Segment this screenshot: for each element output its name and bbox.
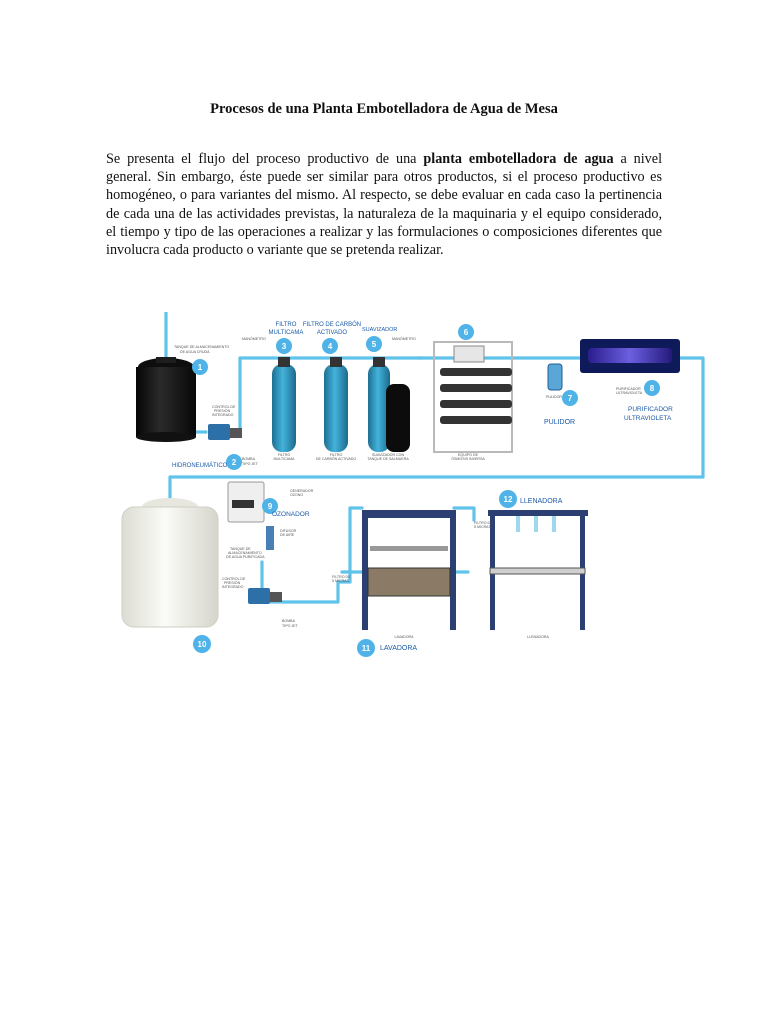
small-label-bomba-2: TIPO JET: [242, 462, 258, 466]
intro-paragraph: [106, 150, 662, 259]
step-number: 12: [503, 495, 513, 504]
small-label-manometro: MANÓMETRO: [242, 337, 266, 341]
small-label-filtro5-b-1: FILTRO DE: [474, 521, 493, 525]
polishing-filter: [548, 364, 562, 390]
uv-purifier: [580, 339, 680, 373]
step-badge-1: [192, 359, 208, 375]
small-label-purificador-2: ULTRAVIOLETA: [616, 391, 643, 395]
water-bottling-process-diagram: [118, 312, 712, 662]
step-badge-11: [357, 639, 375, 657]
small-label-manometro-2: MANÓMETRO: [392, 337, 416, 341]
small-label-osmosis-1: EQUIPO DE: [458, 453, 478, 457]
small-label-filtro5-b-2: 5 MICRAS: [474, 525, 491, 529]
small-label-carbon-2: DE CARBÓN ACTIVADO: [315, 457, 357, 461]
small-label-difusor-2: DE AIRE: [280, 533, 295, 537]
small-label-control-2: PRESIÓN: [214, 409, 231, 413]
bottle-washer: [362, 510, 456, 630]
raw-water-tank: [136, 357, 196, 442]
intro-text-start: Se presenta el flujo del proceso productivo de una: [106, 151, 424, 167]
small-label-control-b-1: CONTROL DE: [222, 577, 246, 581]
small-label-tanque-purificada-2: ALMACENAMIENTO: [228, 551, 262, 555]
small-label-generador-2: OZONO: [290, 493, 304, 497]
small-label-tanque-2: DE AGUA CRUDA: [180, 350, 210, 354]
label-filtro-multicama-1: FILTRO: [275, 322, 297, 328]
label-filtro-carbon-1: FILTRO DE CARBÓN: [302, 322, 362, 328]
ozone-generator: [228, 482, 274, 550]
step-number: 3: [281, 342, 287, 351]
small-label-osmosis-2: ÓSMOSIS INVERSA: [451, 457, 485, 461]
step-number: 10: [197, 640, 207, 649]
small-label-multicama-1: FILTRO: [277, 453, 291, 457]
bottle-filler: [488, 510, 588, 630]
step-badge-4: [322, 338, 338, 354]
water-softener: [368, 357, 410, 452]
small-label-generador-1: GENERADOR: [290, 489, 314, 493]
step-number: 2: [231, 458, 237, 467]
label-suavizador: SUAVIZADOR: [362, 327, 398, 333]
document-title: Procesos de una Planta Embotelladora de Agua de Mesa: [210, 101, 558, 117]
step-badge-10: [193, 635, 211, 653]
small-label-control-b-2: PRESIÓN: [224, 581, 241, 585]
step-badge-8: [644, 380, 660, 396]
label-llenadora: LLENADORA: [520, 498, 563, 505]
small-label-suavizador-2: TANQUE DE SALMUERA: [367, 457, 409, 461]
step-number: 6: [463, 328, 469, 337]
label-filtro-carbon-2: ACTIVADO: [316, 330, 348, 336]
label-lavadora: LAVADORA: [380, 645, 418, 652]
small-label-multicama-2: MULTICAMA: [273, 457, 295, 461]
label-purificador-2: ULTRAVIOLETA: [624, 415, 672, 422]
small-label-filtro5-2: 5 MICRAS: [332, 579, 349, 583]
small-label-control-b-3: INTEGRADO: [222, 585, 244, 589]
small-label-control-3: INTEGRADO: [212, 413, 234, 417]
step-number: 8: [649, 384, 655, 393]
small-label-control-1: CONTROL DE: [212, 405, 236, 409]
label-ozonador: OZONADOR: [272, 511, 310, 518]
small-label-pulidor: PULIDOR: [546, 395, 562, 399]
transfer-pump: [248, 588, 282, 604]
multimedia-filter: [272, 357, 296, 452]
label-filtro-multicama-2: MULTICAMA: [268, 330, 304, 336]
step-number: 1: [197, 363, 203, 372]
small-label-suavizador-1: SUAVIZADOR CON: [371, 453, 405, 457]
label-pulidor: PULIDOR: [544, 419, 576, 426]
small-label-tanque-purificada-1: TANQUE DE: [230, 547, 251, 551]
small-label-bomba-b-1: BOMBA: [282, 619, 295, 623]
step-number: 7: [567, 394, 573, 403]
step-number: 4: [327, 342, 333, 351]
step-badge-7: [562, 390, 578, 406]
hydropneumatic-pump: [208, 424, 242, 440]
step-badge-12: [499, 490, 517, 508]
step-badge-6: [458, 324, 474, 340]
small-label-lavadora: LAVADORA: [394, 635, 414, 639]
small-label-difusor-1: DIFUSOR: [280, 529, 297, 533]
step-number: 5: [371, 340, 377, 349]
small-label-purificador-1: PURIFICADOR: [616, 387, 641, 391]
step-badge-5: [366, 336, 382, 352]
step-badge-3: [276, 338, 292, 354]
step-number: 9: [267, 502, 273, 511]
small-label-tanque-purificada-3: DE AGUA PURIFICADA: [226, 555, 265, 559]
step-number: 11: [361, 644, 371, 653]
small-label-bomba-1: BOMBA: [242, 457, 255, 461]
small-label-tanque-1: TANQUE DE ALMACENAMIENTO: [174, 345, 230, 349]
intro-text-end: a nivel general. Sin embargo, éste puede ser similar para otros productos, si el proceso productivo es homogéneo, o para variantes del mismo. Al respecto, se debe evaluar en cada caso la pertinencia de cada una de las actividades previstas, la naturaleza de la maquinaria y el equipo considerado, el tiempo y tipo de las operaciones a realizar y las formulaciones o composiciones diferentes que involucra cada producto o variante que se pretenda realizar.: [106, 151, 663, 259]
small-label-llenadora: LLENADORA: [527, 635, 549, 639]
intro-text-bold: planta embotelladora de agua: [423, 151, 614, 167]
carbon-filter: [324, 357, 348, 452]
label-purificador-1: PURIFICADOR: [628, 406, 673, 413]
small-label-carbon-1: FILTRO: [329, 453, 343, 457]
step-badge-2: [226, 454, 242, 470]
small-label-bomba-b-2: TIPO JET: [282, 624, 298, 628]
purified-water-tank: [122, 498, 218, 627]
small-label-filtro5-1: FILTRO DE: [332, 575, 351, 579]
label-hidroneumatico: HIDRONEUMÁTICO: [172, 463, 228, 469]
